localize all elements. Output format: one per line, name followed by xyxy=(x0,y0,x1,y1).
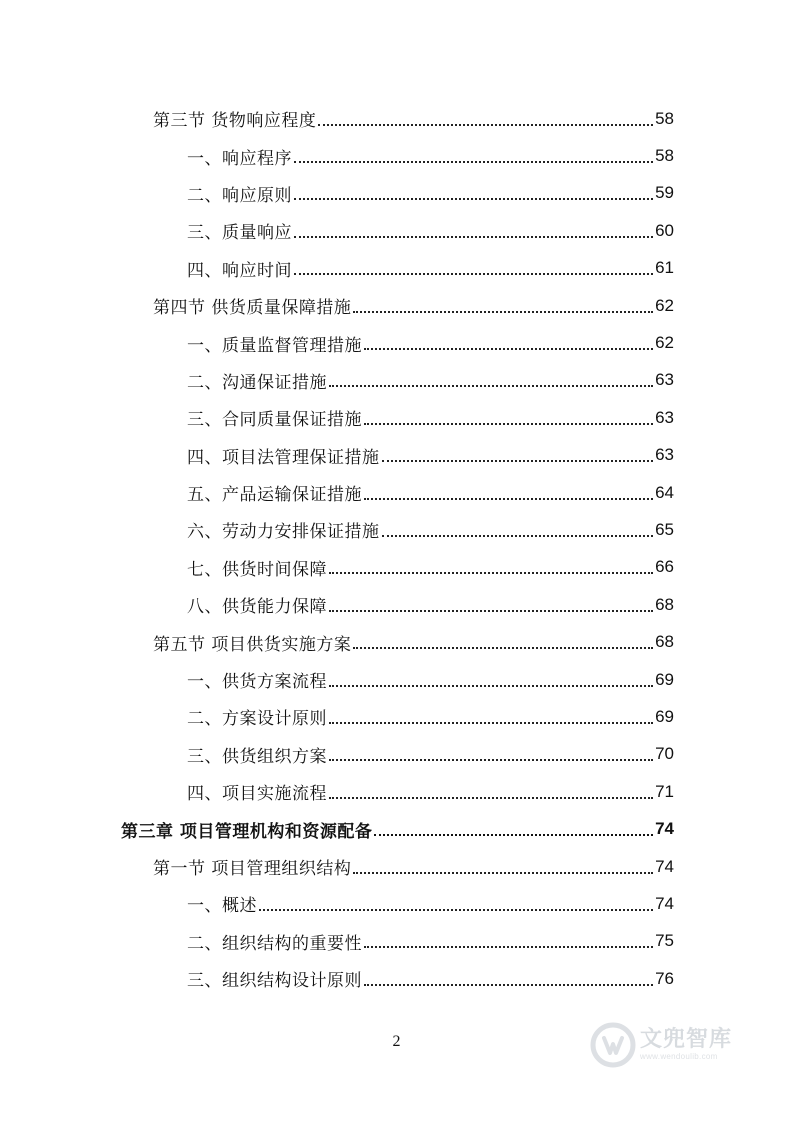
toc-leader-dots xyxy=(294,161,653,163)
toc-page-number: 74 xyxy=(655,819,674,839)
toc-page-number: 59 xyxy=(655,183,674,203)
toc-entry[interactable] xyxy=(0,137,793,174)
page-number: 2 xyxy=(392,1033,401,1050)
watermark-text xyxy=(640,1028,732,1062)
toc-page-number: 71 xyxy=(655,781,674,801)
toc-leader-dots xyxy=(329,797,653,799)
toc-page-number: 75 xyxy=(655,931,674,951)
toc-entry-title: 三、合同质量保证措施 xyxy=(187,410,362,431)
toc-leader-dots xyxy=(364,946,653,948)
toc-entry-title: 四、项目实施流程 xyxy=(187,784,327,805)
toc-page-number: 62 xyxy=(655,295,674,315)
toc-entry-title: 二、沟通保证措施 xyxy=(187,372,327,393)
toc-entry[interactable] xyxy=(0,549,793,586)
toc-entry[interactable] xyxy=(0,100,793,137)
toc-page-number: 60 xyxy=(655,220,674,240)
toc-entry[interactable] xyxy=(0,437,793,474)
toc-page-number: 68 xyxy=(655,632,674,652)
toc-leader-dots xyxy=(364,984,653,986)
toc-entry[interactable] xyxy=(0,848,793,885)
toc-page-number: 74 xyxy=(655,893,674,913)
toc-leader-dots xyxy=(382,535,654,537)
toc-entry[interactable] xyxy=(0,399,793,436)
toc-page-number: 68 xyxy=(655,594,674,614)
toc-entry-title: 一、概述 xyxy=(187,896,257,917)
toc-entry[interactable] xyxy=(0,287,793,324)
toc-leader-dots xyxy=(329,685,653,687)
toc-entry-title: 五、产品运输保证措施 xyxy=(187,485,362,506)
toc-leader-dots xyxy=(364,348,653,350)
toc-entry-title: 一、质量监督管理措施 xyxy=(187,335,362,356)
toc-page-number: 69 xyxy=(655,706,674,726)
toc-entry[interactable] xyxy=(0,698,793,735)
toc-leader-dots xyxy=(382,460,654,462)
toc-entry-title: 三、组织结构设计原则 xyxy=(187,971,362,992)
toc-leader-dots xyxy=(353,311,653,313)
toc-entry-title: 二、响应原则 xyxy=(187,185,292,206)
toc-leader-dots xyxy=(318,124,653,126)
toc-entry-title: 第一节 项目管理组织结构 xyxy=(153,859,352,879)
toc-leader-dots xyxy=(294,236,653,238)
toc-leader-dots xyxy=(294,198,653,200)
watermark xyxy=(590,1018,732,1072)
toc-page-number: 58 xyxy=(655,146,674,166)
toc-entry[interactable] xyxy=(0,885,793,922)
toc-entry-title: 六、劳动力安排保证措施 xyxy=(187,522,380,543)
toc-leader-dots xyxy=(364,423,653,425)
toc-entry-title: 一、供货方案流程 xyxy=(187,672,327,693)
toc-page-number: 64 xyxy=(655,482,674,502)
toc-entry-title: 第三节 货物响应程度 xyxy=(153,111,317,132)
toc-entry[interactable] xyxy=(0,362,793,399)
toc-entry-title: 第四节 供货质量保障措施 xyxy=(153,298,352,319)
toc-page-number: 63 xyxy=(655,407,674,427)
toc-entry[interactable] xyxy=(0,474,793,511)
toc-entry-title: 第三章 项目管理机构和资源配备 xyxy=(121,821,373,842)
toc-page-number: 61 xyxy=(655,258,674,278)
toc-entry-title: 八、供货能力保障 xyxy=(187,597,327,618)
toc-page-number: 70 xyxy=(655,744,674,764)
toc-page-number: 65 xyxy=(655,519,674,539)
toc-page-number: 62 xyxy=(655,333,674,353)
toc-page-number: 76 xyxy=(655,968,674,988)
toc-entry[interactable] xyxy=(0,623,793,660)
toc-entry-chapter[interactable] xyxy=(0,810,793,847)
toc-page-number: 58 xyxy=(655,108,674,128)
toc-entry-title: 三、供货组织方案 xyxy=(187,746,327,767)
toc-leader-dots xyxy=(329,759,653,761)
toc-entry[interactable] xyxy=(0,511,793,548)
toc-entry-title: 四、响应时间 xyxy=(187,260,292,281)
toc-leader-dots xyxy=(329,610,653,612)
toc-page-number: 63 xyxy=(655,370,674,390)
toc-leader-dots xyxy=(364,498,653,500)
toc-page-number: 74 xyxy=(655,856,674,876)
toc-leader-dots xyxy=(353,872,653,874)
wendou-logo-icon xyxy=(590,1022,636,1068)
toc-entry[interactable] xyxy=(0,923,793,960)
toc-leader-dots xyxy=(329,385,653,387)
toc-entry-title: 二、组织结构的重要性 xyxy=(187,933,362,954)
toc-entry-title: 四、项目法管理保证措施 xyxy=(187,447,380,468)
toc-entry-title: 七、供货时间保障 xyxy=(187,559,327,580)
toc-entry-title: 三、质量响应 xyxy=(187,223,292,244)
toc-leader-dots xyxy=(353,647,653,649)
toc-entry[interactable] xyxy=(0,175,793,212)
toc-entry[interactable] xyxy=(0,661,793,698)
toc-entry[interactable] xyxy=(0,250,793,287)
toc-leader-dots xyxy=(329,722,653,724)
toc-leader-dots xyxy=(259,909,653,911)
toc-page-number: 63 xyxy=(655,445,674,465)
toc-entry[interactable] xyxy=(0,324,793,361)
watermark-title: 文兜智库 xyxy=(640,1027,733,1052)
toc-page-number: 69 xyxy=(655,669,674,689)
toc-entry[interactable] xyxy=(0,212,793,249)
toc-entry-title: 二、方案设计原则 xyxy=(187,709,327,730)
toc-leader-dots xyxy=(329,572,653,574)
toc-page-number: 66 xyxy=(655,557,674,577)
toc-entry-title: 第五节 项目供货实施方案 xyxy=(153,634,352,655)
watermark-url: www.wendoulib.com xyxy=(640,1052,718,1061)
toc-entry[interactable] xyxy=(0,960,793,997)
toc-leader-dots xyxy=(374,834,653,836)
toc-entry-title: 一、响应程序 xyxy=(187,148,292,169)
toc-leader-dots xyxy=(294,273,653,275)
table-of-contents xyxy=(0,100,793,997)
toc-entry[interactable] xyxy=(0,736,793,773)
toc-entry[interactable] xyxy=(0,773,793,810)
toc-entry[interactable] xyxy=(0,586,793,623)
